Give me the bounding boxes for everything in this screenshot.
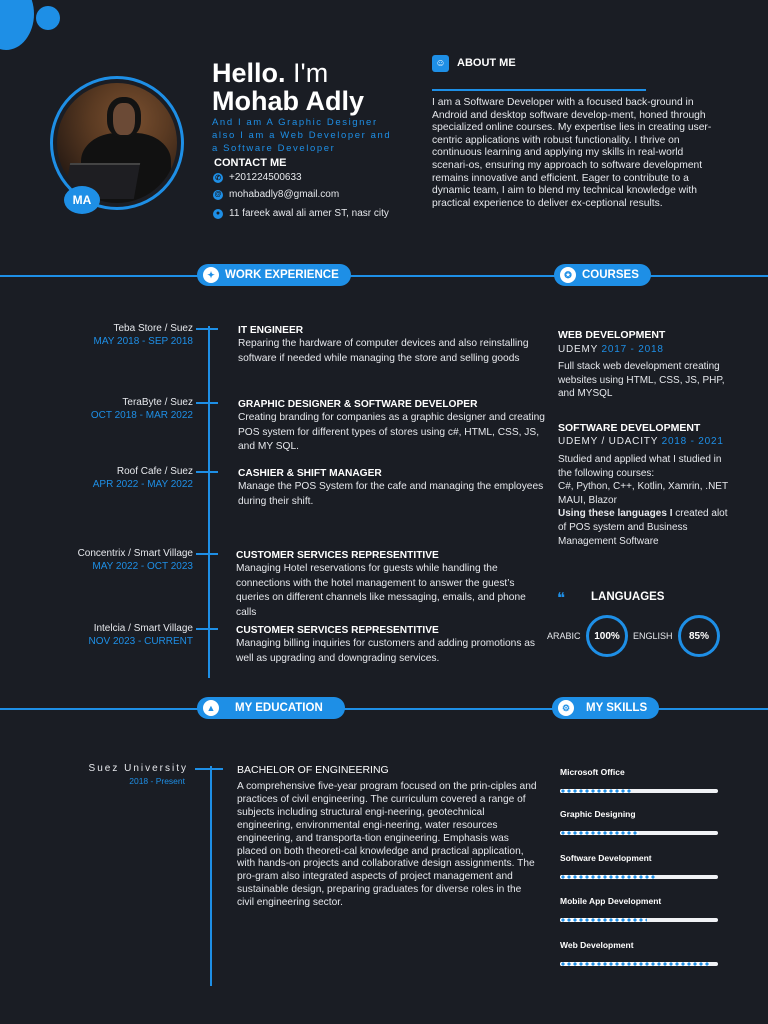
education-timeline-tick	[195, 768, 223, 770]
work-title: CUSTOMER SERVICES REPRESENTITIVE	[236, 550, 439, 561]
full-name: Mohab Adly	[212, 86, 364, 116]
degree-title: BACHELOR OF ENGINEERING	[237, 764, 389, 776]
skill-bar-fill	[560, 918, 647, 922]
language-name: ENGLISH	[633, 631, 673, 641]
work-title: IT ENGINEER	[238, 325, 304, 336]
work-company: Intelcia / Smart Village	[93, 623, 193, 634]
work-dates: MAY 2018 - SEP 2018	[93, 336, 193, 347]
work-desc: Creating branding for companies as a graphic designer and creating POS system for different types of stores using c#, HTML, CSS, JS, and MY SQL.	[238, 412, 545, 452]
languages-title: LANGUAGES	[591, 591, 665, 603]
work-timeline-tick	[196, 471, 218, 473]
contact-phone: ✆ +201224500633	[213, 172, 302, 183]
gears-icon: ⚙	[558, 700, 574, 716]
skill-bar-fill	[560, 875, 655, 879]
skill-bar	[560, 962, 718, 966]
skill-bar-fill	[560, 831, 639, 835]
degree-desc: A comprehensive five-year program focused on the prin-ciples and practices of civil engineering. The curriculum covered a range of subjects including structural engi-neering, geotechnical engineering, environmental engi-neering, water resources engineering, and transporta-tion engineering. Emphasis was placed on both theoreti-cal knowledge and practical application, with hands-on projects and collaborative design assignments. The pro-gram also integrated aspects of project management and sustainable design, preparing graduates for diverse roles in the civil engineering sector.	[237, 781, 537, 909]
section-work-experience: ✦ WORK EXPERIENCE	[197, 264, 351, 286]
work-dates: APR 2022 - MAY 2022	[92, 479, 193, 490]
work-dates: NOV 2023 - CURRENT	[88, 636, 193, 647]
email-icon: @	[214, 191, 222, 198]
corner-decoration-dot	[36, 6, 60, 30]
work-desc: Reparing the hardware of computer devices and also reinstalling software if needed while managing the store and selling goods	[238, 338, 529, 364]
skill-name: Graphic Designing	[560, 809, 636, 819]
work-timeline-tick	[196, 402, 218, 404]
section-divider	[0, 275, 768, 277]
about-title: ABOUT ME	[457, 57, 516, 69]
user-card-icon: ☺	[432, 55, 449, 72]
location-pin-icon: ●	[213, 209, 223, 219]
language-level-ring: 100%	[586, 615, 628, 657]
work-timeline-tick	[196, 628, 218, 630]
corner-decoration	[0, 0, 34, 50]
initials-badge: MA	[64, 186, 100, 214]
about-underline	[432, 89, 646, 91]
course-provider: UDEMY / UDACITY 2018 - 2021	[558, 436, 724, 447]
profile-photo	[57, 83, 177, 203]
section-courses: ✪ COURSES	[554, 264, 651, 286]
work-company: Roof Cafe / Suez	[116, 466, 193, 477]
skill-bar-fill	[560, 962, 710, 966]
section-education: ▲ MY EDUCATION	[197, 697, 345, 719]
about-text: I am a Software Developer with a focused back-ground in Android and desktop software develop-ment, honed through specialized online courses. My expertise lies in creating user-centric applications with robust functionality. I thrive on continuous learning and applying my skills in real-world scenari-os, ensuring my approach to software development remains innovative and efficient. Eager to contribute to a dynamic team, I aim to blend my technical knowledge with practical experience to deliver ex-ceptional results.	[432, 97, 712, 209]
contact-title: CONTACT ME	[214, 157, 287, 169]
work-desc: Managing billing inquiries for customers and adding promotions as well as upgrading and downgrading services.	[236, 638, 535, 664]
course-desc: Studied and applied what I studied in the following courses: C#, Python, C++, Kotlin, Xamrin, .NET MAUI, Blazor Using these languages I created alot of POS system and Business Management Software	[558, 454, 728, 547]
education-timeline-line	[210, 766, 212, 986]
course-title: SOFTWARE DEVELOPMENT	[558, 422, 701, 434]
work-timeline-tick	[196, 328, 218, 330]
skill-bar	[560, 789, 718, 793]
work-company: TeraByte / Suez	[122, 397, 193, 408]
briefcase-icon: ✦	[203, 267, 219, 283]
skill-bar	[560, 875, 718, 879]
work-company: Concentrix / Smart Village	[77, 548, 193, 559]
skill-bar	[560, 918, 718, 922]
work-desc: Manage the POS System for the cafe and managing the employees during their shift.	[238, 481, 544, 507]
graduation-cap-icon: ▲	[203, 700, 219, 716]
work-timeline-tick	[196, 553, 218, 555]
language-name: ARABIC	[547, 631, 581, 641]
skill-name: Microsoft Office	[560, 767, 625, 777]
work-desc: Managing Hotel reservations for guests while handling the connections with the hotel management to answer the guest’s queries on different channels like messaging, emails, and phone calls	[236, 563, 526, 618]
work-dates: OCT 2018 - MAR 2022	[90, 410, 193, 421]
work-title: CASHIER & SHIFT MANAGER	[238, 468, 382, 479]
skill-name: Web Development	[560, 940, 634, 950]
work-dates: MAY 2022 - OCT 2023	[92, 561, 193, 572]
language-level-ring: 85%	[678, 615, 720, 657]
badge-icon: ✪	[560, 267, 576, 283]
course-title: WEB DEVELOPMENT	[558, 329, 666, 341]
work-title: GRAPHIC DESIGNER & SOFTWARE DEVELOPER	[238, 399, 478, 410]
skill-name: Mobile App Development	[560, 896, 662, 906]
education-dates: 2018 - Present	[129, 776, 185, 786]
skill-name: Software Development	[560, 853, 652, 863]
section-skills: ⚙ MY SKILLS	[552, 697, 659, 719]
school-name: Suez University	[88, 763, 188, 774]
skill-bar-fill	[560, 789, 631, 793]
course-provider: UDEMY 2017 - 2018	[558, 344, 664, 355]
phone-icon: ✆	[213, 173, 223, 183]
contact-address: ● 11 fareek awal ali amer ST, nasr city	[213, 208, 389, 219]
greeting: Hello. I'm	[212, 58, 329, 88]
contact-email: @ mohabadly8@gmail.com	[214, 189, 340, 200]
work-company: Teba Store / Suez	[113, 323, 193, 334]
work-title: CUSTOMER SERVICES REPRESENTITIVE	[236, 625, 439, 636]
chat-bubbles-icon: ❝	[557, 590, 566, 607]
work-timeline-line	[208, 326, 210, 678]
course-desc: Full stack web development creating websites using HTML, CSS, JS, PHP, and MYSQL	[558, 361, 725, 400]
tagline: And I am A Graphic Designer also I am a Web Developer and a Software Developer	[212, 117, 392, 154]
skill-bar	[560, 831, 718, 835]
